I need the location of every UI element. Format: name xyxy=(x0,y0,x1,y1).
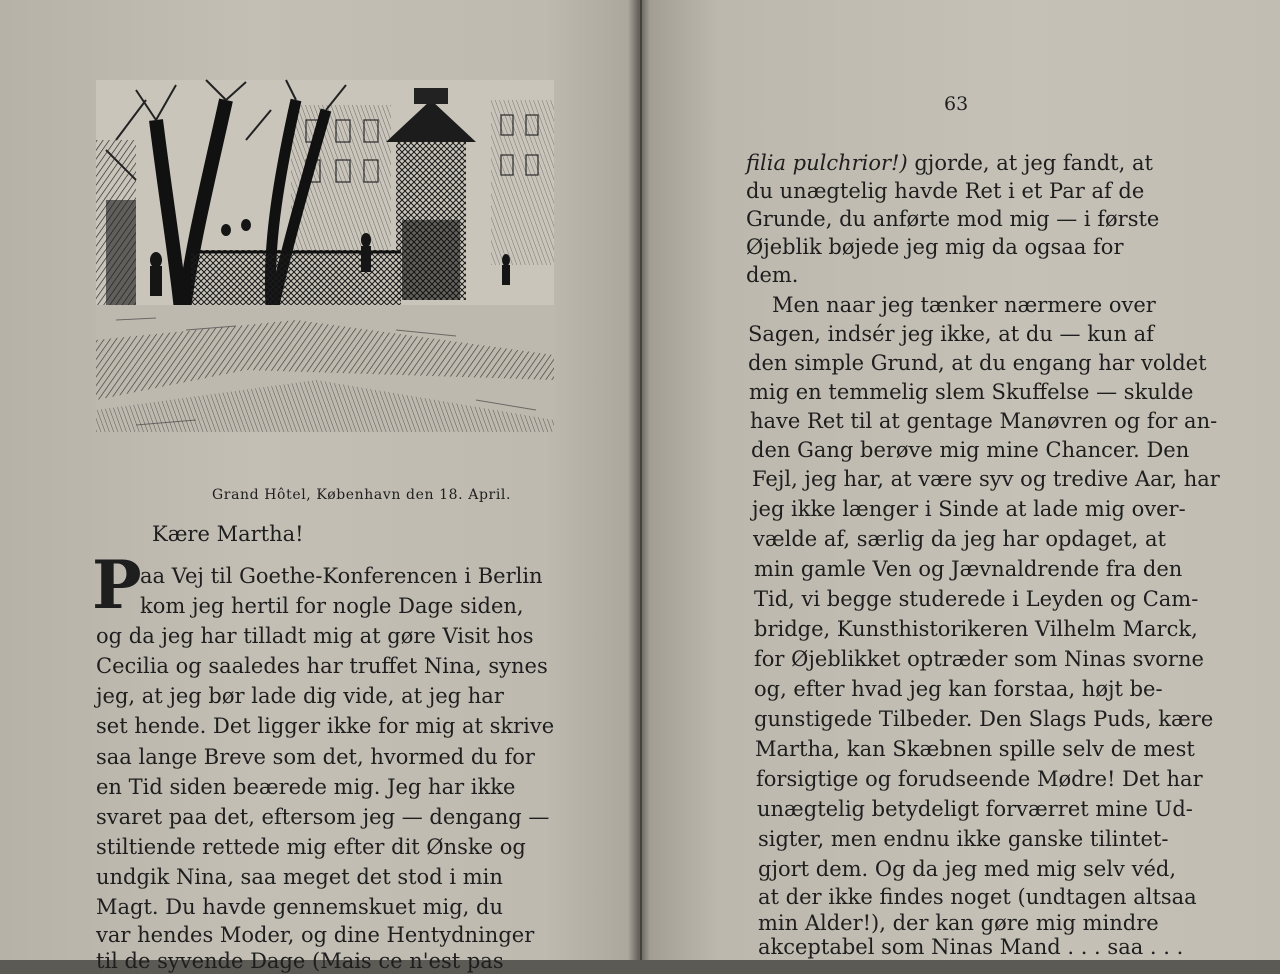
body-line: svaret paa det, eftersom jeg — dengang — xyxy=(96,805,550,829)
body-line: til de syvende Dage (Mais ce n'est pas xyxy=(96,949,504,973)
body-line: jeg ikke længer i Sinde at lade mig over- xyxy=(752,497,1186,521)
body-line: saa lange Breve som det, hvormed du for xyxy=(96,745,535,769)
body-line: Fejl, jeg har, at være syv og tredive Aar, har xyxy=(752,467,1220,491)
body-line: Grunde, du anførte mod mig — i første xyxy=(746,207,1160,231)
body-line: var hendes Moder, og dine Hentydninger xyxy=(96,923,535,947)
body-line: dem. xyxy=(746,263,799,287)
body-line-first xyxy=(746,150,1153,176)
body-line: en Tid siden beærede mig. Jeg har ikke xyxy=(96,775,516,799)
body-line: Men naar jeg tænker nærmere over xyxy=(772,293,1156,317)
body-line: min Alder!), der kan gøre mig mindre xyxy=(758,911,1159,935)
body-line: den Gang berøve mig mine Chancer. Den xyxy=(751,438,1190,462)
body-line: gjort dem. Og da jeg med mig selv véd, xyxy=(758,857,1176,881)
body-line: aa Vej til Goethe-Konferencen i Berlin xyxy=(140,564,543,588)
drop-cap: P xyxy=(92,546,142,624)
body-line: min gamle Ven og Jævnaldrende fra den xyxy=(754,557,1183,581)
body-line: Magt. Du havde gennemskuet mig, du xyxy=(96,895,503,919)
page-number: 63 xyxy=(944,93,969,115)
body-line: mig en temmelig slem Skuffelse — skulde xyxy=(749,380,1194,404)
book-spine xyxy=(628,0,650,960)
body-line: Cecilia og saaledes har truffet Nina, synes xyxy=(96,654,548,678)
body-line: for Øjeblikket optræder som Ninas svorne xyxy=(754,647,1204,671)
body-line: sigter, men endnu ikke ganske tilintet- xyxy=(758,827,1169,851)
body-line: jeg, at jeg bør lade dig vide, at jeg har xyxy=(96,684,504,708)
italic-phrase: filia pulchrior!) xyxy=(746,151,908,175)
body-line: og da jeg har tilladt mig at gøre Visit hos xyxy=(96,624,534,648)
body-line: vælde af, særlig da jeg har opdaget, at xyxy=(753,527,1166,551)
body-line: set hende. Det ligger ikke for mig at skrive xyxy=(96,714,555,738)
body-line: og, efter hvad jeg kan forstaa, højt be- xyxy=(754,677,1163,701)
body-line: unægtelig betydeligt forværret mine Ud- xyxy=(757,797,1193,821)
body-line: bridge, Kunsthistorikeren Vilhelm Marck, xyxy=(754,617,1198,641)
body-line: at der ikke findes noget (undtagen altsaa xyxy=(758,885,1197,909)
body-line: gunstigede Tilbeder. Den Slags Puds, kære xyxy=(754,707,1214,731)
street-scene-illustration xyxy=(96,80,554,432)
body-line: akceptabel som Ninas Mand . . . saa . . . xyxy=(758,935,1184,959)
body-line: Martha, kan Skæbnen spille selv de mest xyxy=(755,737,1195,761)
body-line: have Ret til at gentage Manøvren og for an- xyxy=(750,409,1218,433)
body-line: du unægtelig havde Ret i et Par af de xyxy=(746,179,1145,203)
first-line-rest: gjorde, at jeg fandt, at xyxy=(907,151,1153,175)
body-line: Øjeblik bøjede jeg mig da ogsaa for xyxy=(746,235,1124,259)
body-line: stiltiende rettede mig efter dit Ønske og xyxy=(96,835,526,859)
body-line: undgik Nina, saa meget det stod i min xyxy=(96,865,503,889)
body-line: Tid, vi begge studerede i Leyden og Cam- xyxy=(754,587,1199,611)
right-page xyxy=(642,0,1280,960)
salutation: Kære Martha! xyxy=(152,522,304,546)
body-line: den simple Grund, at du engang har voldet xyxy=(748,351,1207,375)
body-line: kom jeg hertil for nogle Dage siden, xyxy=(140,594,524,618)
left-page xyxy=(0,0,640,973)
body-line: Sagen, indsér jeg ikke, at du — kun af xyxy=(748,322,1154,346)
illustration-caption: Grand Hôtel, København den 18. April. xyxy=(212,487,512,503)
body-line: forsigtige og forudseende Mødre! Det har xyxy=(756,767,1203,791)
